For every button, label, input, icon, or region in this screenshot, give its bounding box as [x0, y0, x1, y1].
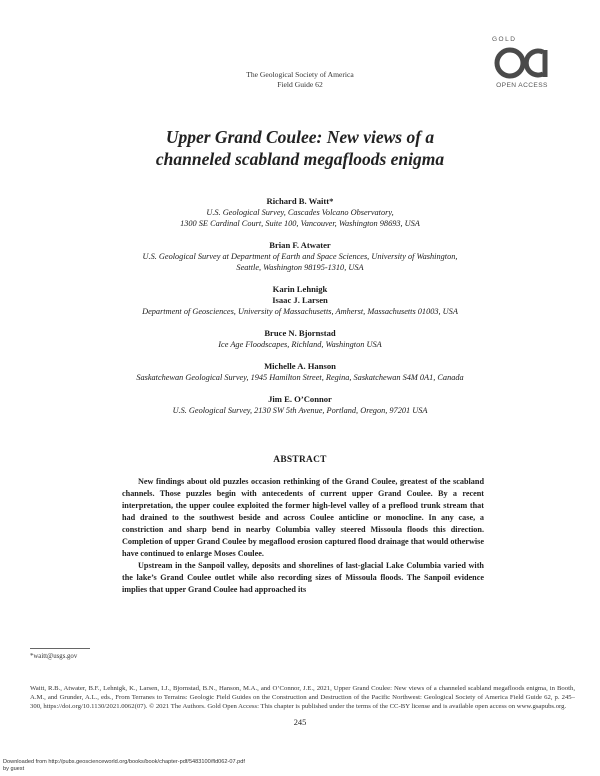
series-field-guide: Field Guide 62 — [277, 80, 323, 89]
footnote-divider — [30, 648, 90, 649]
citation-text: Waitt, R.B., Atwater, B.F., Lehnigk, K., Larsen, I.J., Bjornstad, B.N., Hanson, M.A., and O’Connor, J.E., 2021, Upper Grand Coulee: New views of a channeled scabland megafloods enigma, in Booth, A.M., and Grunder, A.L., eds., From Terranes to Terrains: Geologic Field Guides on the Construction and Destruction of the Pacific Northwest: Geological Society of America Field Guide 62, p. 245–300, https://doi.org/10.1130/2021.0062(07). © 2021 The Authors. Gold Open Access: This chapter is published under the terms of the CC-BY license and is available open access on www.gsapubs.org. — [30, 685, 575, 711]
download-notice — [3, 759, 245, 773]
author-affiliation: 1300 SE Cardinal Court, Suite 100, Vancouver, Washington 98693, USA — [180, 219, 420, 228]
title-line-2: channeled scabland megafloods enigma — [155, 149, 445, 169]
abstract-body — [122, 476, 484, 596]
author-name: Jim E. O’Connor — [268, 394, 332, 404]
author-affiliation: U.S. Geological Survey, 2130 SW 5th Avenue, Portland, Oregon, 97201 USA — [172, 406, 428, 415]
series-society: The Geological Society of America — [246, 70, 354, 79]
author-affiliation: U.S. Geological Survey, Cascades Volcano Observatory, — [206, 208, 394, 217]
abstract-paragraph: New findings about old puzzles occasion rethinking of the Grand Coulee, greatest of the scabland channels. Those puzzles begin with antecedents of current upper Grand Coulee. By a recent interpretation, the upper coulee exploited the former high-level valley of a preflood trunk stream that had drained to the southwest beside and across Coulee anticline or monocline. In any case, a constriction and sharp bend in nearby Columbia valley steered Missoula floods this direction. Completion of upper Grand Coulee by megaflood erosion captured flood drainage that would otherwise have continued to enlarge Moses Coulee. — [122, 477, 484, 558]
abstract-paragraph: Upstream in the Sanpoil valley, deposits and shorelines of last-glacial Lake Columbia varied with the lake’s Grand Coulee outlet while also recording sizes of Missoula floods. The Sanpoil evidence implies that upper Grand Coulee had approached its — [122, 561, 484, 594]
author-block — [40, 328, 560, 350]
title-line-1: Upper Grand Coulee: New views of a — [165, 127, 435, 147]
author-affiliation: Department of Geosciences, University of Massachusetts, Amherst, Massachusetts 01003, USA — [142, 307, 458, 316]
badge-open-access-text: OPEN ACCESS — [496, 82, 548, 89]
author-affiliation: Ice Age Floodscapes, Richland, Washington USA — [218, 340, 382, 349]
download-url: Downloaded from http://pubs.geoscienceworld.org/books/book/chapter-pdf/5483100/fld062-07.pdf — [3, 759, 245, 765]
author-name: Richard B. Waitt* — [266, 196, 334, 206]
author-block — [40, 196, 560, 229]
chapter-title — [60, 126, 540, 170]
author-affiliation: Saskatchewan Geological Survey, 1945 Hamilton Street, Regina, Saskatchewan S4M 0A1, Canada — [136, 373, 464, 382]
author-list — [40, 196, 560, 427]
author-name: Karin Lehnigk — [272, 284, 328, 294]
author-block — [40, 394, 560, 416]
author-name: Brian F. Atwater — [269, 240, 331, 250]
author-affiliation: Seattle, Washington 98195-1310, USA — [236, 263, 364, 272]
author-name: Michelle A. Hanson — [264, 361, 336, 371]
author-name: Bruce N. Bjornstad — [264, 328, 336, 338]
open-access-logo-icon — [493, 46, 551, 80]
gold-open-access-badge — [486, 36, 558, 89]
author-affiliation: U.S. Geological Survey at Department of Earth and Space Sciences, University of Washington, — [142, 252, 458, 261]
download-guest: by guest — [3, 766, 25, 772]
page-number: 245 — [293, 718, 307, 727]
corresponding-author-email: *waitt@usgs.gov — [30, 653, 78, 660]
author-block — [40, 361, 560, 383]
author-block — [40, 284, 560, 317]
abstract-heading: ABSTRACT — [273, 455, 327, 465]
badge-gold-text: GOLD — [492, 36, 517, 43]
author-name: Isaac J. Larsen — [272, 295, 328, 305]
author-block — [40, 240, 560, 273]
